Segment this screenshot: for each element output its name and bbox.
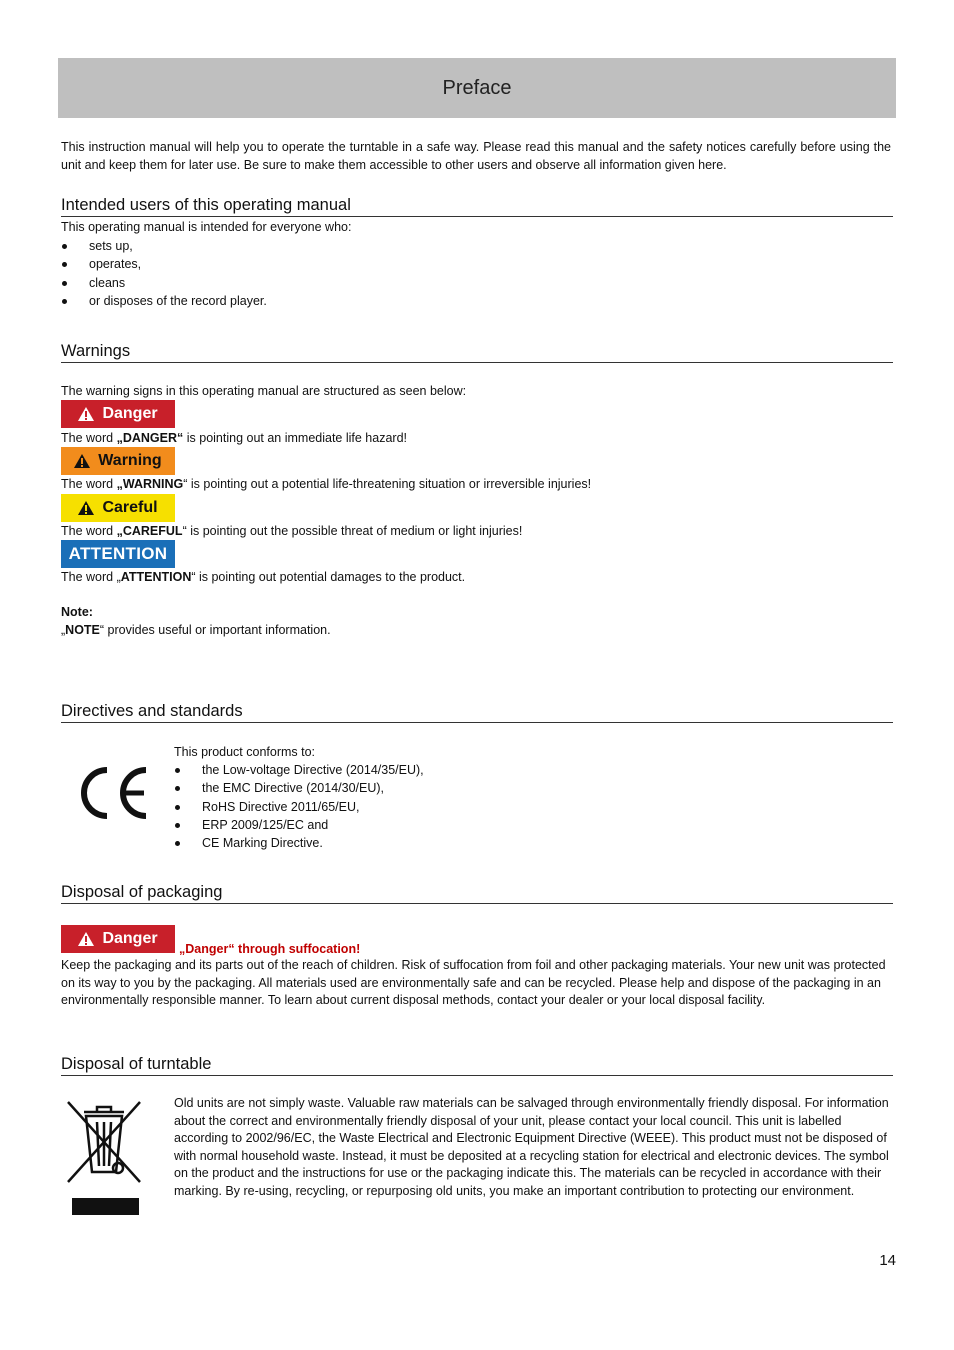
warning-text-post: “ is pointing out a potential life-threatening situation or irreversible injuries! bbox=[183, 477, 592, 491]
list-item: sets up, bbox=[61, 237, 267, 255]
danger-sign bbox=[61, 400, 175, 428]
turntable-text: Old units are not simply waste. Valuable raw materials can be salvaged through environmentally friendly disposal. For information about the correct and environmentally friendly disposal of your unit, please contact your local council. This unit is labelled according to 2002/96/EC, the Waste Electrical and Electronic Equipment Directive (WEEE). This product must not be disposed of with normal household waste. Instead, it must be deposited at a recycling station for electrical and electronic devices. The symbol on the product and the instructions for use or the packaging indicate this. The materials can be recycled in accordance with their marking. By re-using, recycling, or repurposing old units, you make an important contribution to protecting our environment. bbox=[174, 1096, 889, 1198]
packaging-alert: „Danger“ through suffocation! bbox=[179, 942, 361, 956]
warning-triangle-icon bbox=[78, 407, 94, 421]
warning-text-pre: The word bbox=[61, 477, 117, 491]
list-item: the EMC Directive (2014/30/EU), bbox=[174, 779, 424, 797]
note-text-post: “ provides useful or important information. bbox=[99, 623, 331, 637]
ce-mark-icon bbox=[80, 766, 150, 820]
danger-sign-label: Danger bbox=[102, 405, 158, 422]
list-item: RoHS Directive 2011/65/EU, bbox=[174, 798, 424, 816]
list-item: ERP 2009/125/EC and bbox=[174, 816, 424, 834]
careful-text-post: “ is pointing out the possible threat of medium or light injuries! bbox=[182, 524, 523, 538]
directives-lead: This product conforms to: bbox=[174, 745, 316, 759]
careful-sign-label: Careful bbox=[102, 499, 158, 516]
warning-word: „WARNING bbox=[116, 477, 184, 491]
packaging-danger-sign bbox=[61, 925, 175, 953]
list-item: or disposes of the record player. bbox=[61, 292, 267, 310]
warnings-heading: Warnings bbox=[61, 341, 893, 363]
intended-users-heading: Intended users of this operating manual bbox=[61, 195, 893, 217]
title-bar bbox=[58, 58, 896, 118]
list-item: CE Marking Directive. bbox=[174, 834, 424, 852]
intended-users-lead: This operating manual is intended for everyone who: bbox=[61, 220, 352, 234]
note-text-pre: „ bbox=[61, 623, 66, 637]
attention-text-post: “ is pointing out potential damages to the product. bbox=[191, 570, 466, 584]
attention-word: ATTENTION bbox=[120, 570, 192, 584]
list-item: cleans bbox=[61, 274, 267, 292]
warning-triangle-icon bbox=[78, 501, 94, 515]
page-number: 14 bbox=[879, 1252, 896, 1269]
careful-description bbox=[61, 522, 891, 540]
intro-paragraph: This instruction manual will help you to operate the turntable in a safe way. Please read this manual and the safety notices carefully before using the unit and keep them for later use. Be sure to make them accessible to other users and observe all information given here. bbox=[61, 140, 891, 172]
danger-text-pre: The word bbox=[61, 431, 117, 445]
attention-text-pre: The word „ bbox=[61, 570, 121, 584]
warning-description bbox=[61, 475, 891, 493]
turntable-heading: Disposal of turntable bbox=[61, 1054, 893, 1076]
attention-sign bbox=[61, 540, 175, 568]
danger-text-post: is pointing out an immediate life hazard! bbox=[183, 431, 408, 445]
list-item: operates, bbox=[61, 255, 267, 273]
intended-users-list bbox=[61, 237, 267, 310]
warning-triangle-icon bbox=[74, 454, 90, 468]
warning-triangle-icon bbox=[78, 932, 94, 946]
directives-list bbox=[174, 761, 424, 852]
danger-word: „DANGER“ bbox=[116, 431, 184, 445]
packaging-heading: Disposal of packaging bbox=[61, 882, 893, 904]
note-description bbox=[61, 621, 891, 639]
warning-sign bbox=[61, 447, 175, 475]
list-item: the Low-voltage Directive (2014/35/EU), bbox=[174, 761, 424, 779]
careful-word: „CAREFUL bbox=[116, 524, 183, 538]
note-word: NOTE bbox=[65, 623, 100, 637]
weee-crossed-bin-icon bbox=[64, 1098, 144, 1218]
page-title: Preface bbox=[442, 76, 512, 99]
careful-text-pre: The word bbox=[61, 524, 117, 538]
warnings-lead: The warning signs in this operating manual are structured as seen below: bbox=[61, 384, 467, 398]
attention-sign-label: ATTENTION bbox=[68, 544, 168, 563]
warning-sign-label: Warning bbox=[98, 452, 162, 469]
careful-sign bbox=[61, 494, 175, 522]
note-label-text: Note: bbox=[61, 605, 93, 619]
directives-heading: Directives and standards bbox=[61, 701, 893, 723]
danger-description bbox=[61, 429, 891, 447]
note-label bbox=[61, 603, 891, 621]
packaging-danger-label: Danger bbox=[102, 930, 158, 947]
attention-description bbox=[61, 568, 891, 586]
packaging-text: Keep the packaging and its parts out of the reach of children. Risk of suffocation from foil and other packaging materials. Your new unit was protected on its way to you by the packaging. All materials used are environmentally safe and can be recycled. Please help and dispose of the packaging in an environmentally responsible manner. To learn about current disposal methods, contact your dealer or your local disposal facility. bbox=[61, 958, 886, 1008]
